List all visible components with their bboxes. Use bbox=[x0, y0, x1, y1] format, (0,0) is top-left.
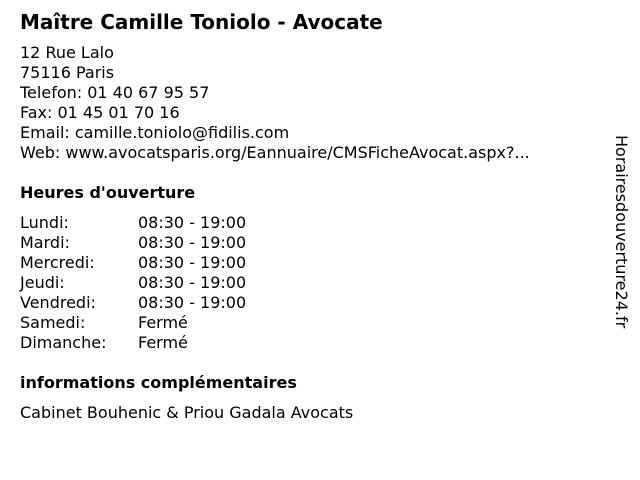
hours-row-wednesday bbox=[20, 253, 420, 273]
extra-info-heading: informations complémentaires bbox=[20, 373, 297, 392]
hours-value: Fermé bbox=[138, 313, 188, 332]
hours-value: 08:30 - 19:00 bbox=[138, 293, 247, 312]
day-label: Dimanche: bbox=[20, 333, 107, 352]
hours-row-sunday bbox=[20, 333, 420, 353]
address-city: 75116 Paris bbox=[20, 63, 115, 82]
hours-row-saturday bbox=[20, 313, 420, 333]
hours-table bbox=[20, 213, 420, 353]
hours-row-monday bbox=[20, 213, 420, 233]
email-address: Email: camille.toniolo@fidilis.com bbox=[20, 123, 290, 142]
hours-row-friday bbox=[20, 293, 420, 313]
website-url: Web: www.avocatsparis.org/Eannuaire/CMSFicheAvocat.aspx?... bbox=[20, 143, 530, 162]
hours-row-thursday bbox=[20, 273, 420, 293]
hours-value: 08:30 - 19:00 bbox=[138, 213, 247, 232]
day-label: Jeudi: bbox=[20, 273, 65, 292]
day-label: Vendredi: bbox=[20, 293, 96, 312]
site-brand: Horairesdouverture24.fr bbox=[612, 135, 631, 329]
hours-value: 08:30 - 19:00 bbox=[138, 233, 247, 252]
page-title: Maître Camille Toniolo - Avocate bbox=[20, 10, 383, 34]
address-street: 12 Rue Lalo bbox=[20, 43, 114, 62]
hours-row-tuesday bbox=[20, 233, 420, 253]
hours-value: 08:30 - 19:00 bbox=[138, 273, 247, 292]
phone-number: Telefon: 01 40 67 95 57 bbox=[20, 83, 210, 102]
day-label: Mercredi: bbox=[20, 253, 95, 272]
extra-info-text: Cabinet Bouhenic & Priou Gadala Avocats bbox=[20, 403, 354, 422]
contact-block bbox=[20, 43, 530, 163]
hours-heading: Heures d'ouverture bbox=[20, 183, 196, 202]
hours-value: 08:30 - 19:00 bbox=[138, 253, 247, 272]
day-label: Lundi: bbox=[20, 213, 69, 232]
hours-value: Fermé bbox=[138, 333, 188, 352]
day-label: Mardi: bbox=[20, 233, 70, 252]
day-label: Samedi: bbox=[20, 313, 86, 332]
fax-number: Fax: 01 45 01 70 16 bbox=[20, 103, 180, 122]
